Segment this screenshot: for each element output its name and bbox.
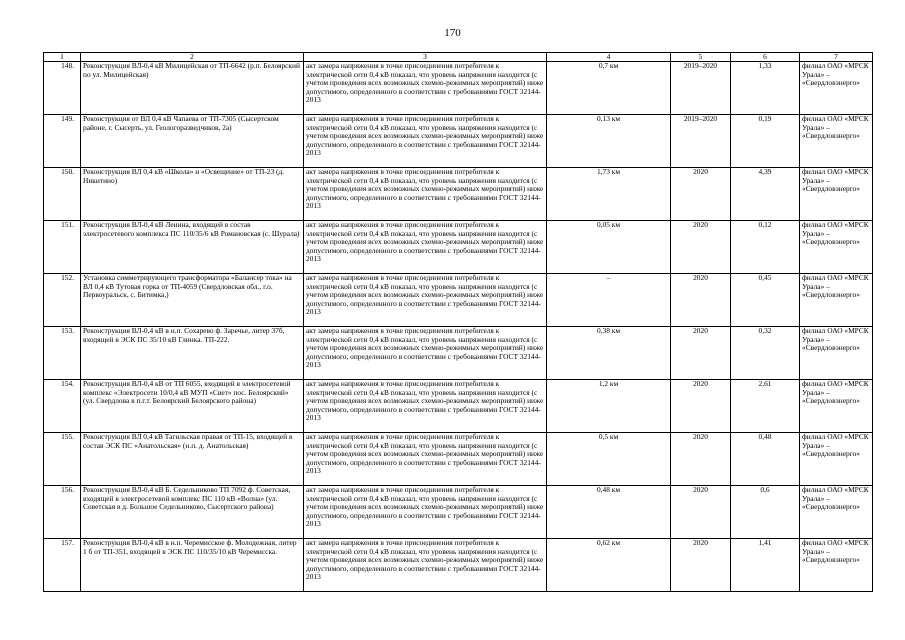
cost-cell: 1,41 bbox=[731, 539, 800, 592]
length-cell: 0,7 км bbox=[547, 62, 671, 115]
years-cell: 2020 bbox=[671, 486, 731, 539]
justification-cell: акт замера напряжения в точке присоединения потребителя к электрической сети 0,4 кВ показал, что уровень напряжения находится (с учетом проведения всех возможных схемно-режимных мероприятий) ниже допустимого, определенного в соответствии с требованиями ГОСТ 32144-2013 bbox=[304, 486, 547, 539]
cost-cell: 0,45 bbox=[731, 274, 800, 327]
row-number-cell: 151. bbox=[44, 221, 81, 274]
column-header: 2 bbox=[81, 53, 304, 62]
length-cell: 0,38 км bbox=[547, 327, 671, 380]
row-number-cell: 152. bbox=[44, 274, 81, 327]
project-name-cell: Реконструкция ВЛ-0,4 кВ Ленина, входящей в состав электросетевого комплекса ПС 110/35/6 кВ Романовская (с. Шурала) bbox=[81, 221, 304, 274]
projects-table bbox=[43, 52, 873, 592]
column-header: 1 bbox=[44, 53, 81, 62]
cost-cell: 0,48 bbox=[731, 433, 800, 486]
years-cell: 2020 bbox=[671, 168, 731, 221]
row-number-cell: 156. bbox=[44, 486, 81, 539]
years-cell: 2020 bbox=[671, 433, 731, 486]
project-name-cell: Реконструкция от ВЛ 0,4 кВ Чапаева от ТП-7305 (Сысертском районе, г. Сысерть, ул. Геологоразведчиков, 2а) bbox=[81, 115, 304, 168]
years-cell: 2020 bbox=[671, 380, 731, 433]
organization-cell: филиал ОАО «МРСК Урала» – «Свердловэнерго» bbox=[800, 221, 873, 274]
cost-cell: 0,6 bbox=[731, 486, 800, 539]
organization-cell: филиал ОАО «МРСК Урала» – «Свердловэнерго» bbox=[800, 327, 873, 380]
row-number-cell: 157. bbox=[44, 539, 81, 592]
cost-cell: 2,61 bbox=[731, 380, 800, 433]
length-cell: 1,73 км bbox=[547, 168, 671, 221]
organization-cell: филиал ОАО «МРСК Урала» – «Свердловэнерго» bbox=[800, 115, 873, 168]
table-row bbox=[44, 539, 873, 592]
project-name-cell: Реконструкция ВЛ-0,4 кВ в н.п. Черемисское ф. Молодежная, литер 1 б от ТП-351, входящей в ЭСК ПС 110/35/10 кВ Черемисска. bbox=[81, 539, 304, 592]
length-cell: 0,48 км bbox=[547, 486, 671, 539]
cost-cell: 4,39 bbox=[731, 168, 800, 221]
justification-cell: акт замера напряжения в точке присоединения потребителя к электрической сети 0,4 кВ показал, что уровень напряжения находится (с учетом проведения всех возможных схемно-режимных мероприятий) ниже допустимого, определенного в соответствии с требованиями ГОСТ 32144-2013 bbox=[304, 115, 547, 168]
project-name-cell: Реконструкция ВЛ-0,4 кВ от ТП 6055, входящей в электросетевой комплекс «Электросети 10/0,4 кВ МУП «Свет» пос. Белоярский» (ул. Свердлова в п.г.т. Белоярский Белоярского района) bbox=[81, 380, 304, 433]
years-cell: 2020 bbox=[671, 274, 731, 327]
header-row bbox=[44, 53, 873, 62]
row-number-cell: 154. bbox=[44, 380, 81, 433]
years-cell: 2020 bbox=[671, 221, 731, 274]
length-cell: 0,13 км bbox=[547, 115, 671, 168]
column-header: 4 bbox=[547, 53, 671, 62]
length-cell: 0,5 км bbox=[547, 433, 671, 486]
project-name-cell: Реконструкция ВЛ 0,4 кВ Тагильская правая от ТП-15, входящей в состав ЭСК ПС «Анатольская» (н.п. д. Анатольская) bbox=[81, 433, 304, 486]
justification-cell: акт замера напряжения в точке присоединения потребителя к электрической сети 0,4 кВ показал, что уровень напряжения находится (с учетом проведения всех возможных схемно-режимных мероприятий) ниже допустимого, определенного в соответствии с требованиями ГОСТ 32144-2013 bbox=[304, 539, 547, 592]
organization-cell: филиал ОАО «МРСК Урала» – «Свердловэнерго» bbox=[800, 486, 873, 539]
table-row bbox=[44, 62, 873, 115]
project-name-cell: Реконструкция ВЛ-0,4 кВ Б. Седельниково ТП 7092 ф. Советская, входящей в электросетевой комплекс ПС 110 кВ «Волна» (ул. Советская в д. Большое Седельниково, Сысертского района) bbox=[81, 486, 304, 539]
cost-cell: 0,32 bbox=[731, 327, 800, 380]
organization-cell: филиал ОАО «МРСК Урала» – «Свердловэнерго» bbox=[800, 62, 873, 115]
justification-cell: акт замера напряжения в точке присоединения потребителя к электрической сети 0,4 кВ показал, что уровень напряжения находится (с учетом проведения всех возможных схемно-режимных мероприятий) ниже допустимого, определенного в соответствии с требованиями ГОСТ 32144-2013 bbox=[304, 433, 547, 486]
length-cell: 0,62 км bbox=[547, 539, 671, 592]
table-row bbox=[44, 486, 873, 539]
project-name-cell: Реконструкция ВЛ 0,4 кВ «Школа» и «Освещение» от ТП-23 (д. Никитино) bbox=[81, 168, 304, 221]
organization-cell: филиал ОАО «МРСК Урала» – «Свердловэнерго» bbox=[800, 539, 873, 592]
cost-cell: 1,33 bbox=[731, 62, 800, 115]
column-header: 3 bbox=[304, 53, 547, 62]
table-row bbox=[44, 274, 873, 327]
justification-cell: акт замера напряжения в точке присоединения потребителя к электрической сети 0,4 кВ показал, что уровень напряжения находится (с учетом проведения всех возможных схемно-режимных мероприятий) ниже допустимого, определенного в соответствии с требованиями ГОСТ 32144-2013 bbox=[304, 168, 547, 221]
justification-cell: акт замера напряжения в точке присоединения потребителя к электрической сети 0,4 кВ показал, что уровень напряжения находится (с учетом проведения всех возможных схемно-режимных мероприятий) ниже допустимого, определенного в соответствии с требованиями ГОСТ 32144-2013 bbox=[304, 327, 547, 380]
justification-cell: акт замера напряжения в точке присоединения потребителя к электрической сети 0,4 кВ показал, что уровень напряжения находится (с учетом проведения всех возможных схемно-режимных мероприятий) ниже допустимого, определенного в соответствии с требованиями ГОСТ 32144-2013 bbox=[304, 380, 547, 433]
cost-cell: 0,12 bbox=[731, 221, 800, 274]
column-header: 6 bbox=[731, 53, 800, 62]
organization-cell: филиал ОАО «МРСК Урала» – «Свердловэнерго» bbox=[800, 380, 873, 433]
organization-cell: филиал ОАО «МРСК Урала» – «Свердловэнерго» bbox=[800, 168, 873, 221]
column-header: 5 bbox=[671, 53, 731, 62]
table-row bbox=[44, 115, 873, 168]
length-cell: 1,2 км bbox=[547, 380, 671, 433]
table-row bbox=[44, 327, 873, 380]
row-number-cell: 150. bbox=[44, 168, 81, 221]
justification-cell: акт замера напряжения в точке присоединения потребителя к электрической сети 0,4 кВ показал, что уровень напряжения находится (с учетом проведения всех возможных схемно-режимных мероприятий) ниже допустимого, определенного в соответствии с требованиями ГОСТ 32144-2013 bbox=[304, 62, 547, 115]
project-name-cell: Реконструкция ВЛ-0,4 кВ Милицейская от ТП-6642 (р.п. Белоярский по ул. Милицейская) bbox=[81, 62, 304, 115]
organization-cell: филиал ОАО «МРСК Урала» – «Свердловэнерго» bbox=[800, 433, 873, 486]
table-row bbox=[44, 380, 873, 433]
row-number-cell: 148. bbox=[44, 62, 81, 115]
justification-cell: акт замера напряжения в точке присоединения потребителя к электрической сети 0,4 кВ показал, что уровень напряжения находится (с учетом проведения всех возможных схемно-режимных мероприятий) ниже допустимого, определенного в соответствии с требованиями ГОСТ 32144-2013 bbox=[304, 274, 547, 327]
project-name-cell: Установка симметрирующего трансформатора «Балансер тока» на ВЛ 0,4 кВ Тутовая горка от ТП-4059 (Свердловская обл., г.о. Первоуральск, с. Битимка,) bbox=[81, 274, 304, 327]
page-number: 170 bbox=[444, 27, 461, 39]
row-number-cell: 155. bbox=[44, 433, 81, 486]
table-body bbox=[44, 62, 873, 592]
table-row bbox=[44, 433, 873, 486]
years-cell: 2020 bbox=[671, 539, 731, 592]
organization-cell: филиал ОАО «МРСК Урала» – «Свердловэнерго» bbox=[800, 274, 873, 327]
cost-cell: 0,19 bbox=[731, 115, 800, 168]
years-cell: 2020 bbox=[671, 327, 731, 380]
length-cell: – bbox=[547, 274, 671, 327]
column-header: 7 bbox=[800, 53, 873, 62]
length-cell: 0,05 км bbox=[547, 221, 671, 274]
row-number-cell: 149. bbox=[44, 115, 81, 168]
row-number-cell: 153. bbox=[44, 327, 81, 380]
project-name-cell: Реконструкция ВЛ-0,4 кВ в н.п. Сохарево ф. Заречье, литер 37б, входящей в ЭСК ПС 35/10 кВ Глинка. ТП-222. bbox=[81, 327, 304, 380]
table-row bbox=[44, 168, 873, 221]
years-cell: 2019–2020 bbox=[671, 62, 731, 115]
table-row bbox=[44, 221, 873, 274]
years-cell: 2019–2020 bbox=[671, 115, 731, 168]
justification-cell: акт замера напряжения в точке присоединения потребителя к электрической сети 0,4 кВ показал, что уровень напряжения находится (с учетом проведения всех возможных схемно-режимных мероприятий) ниже допустимого, определенного в соответствии с требованиями ГОСТ 32144-2013 bbox=[304, 221, 547, 274]
